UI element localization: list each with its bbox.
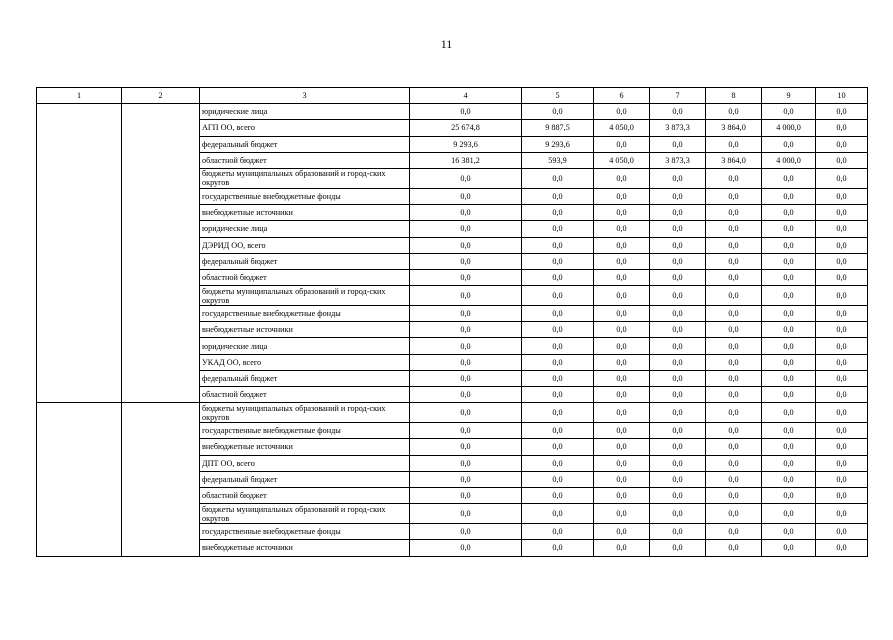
value-cell-col6: 0,0 (594, 504, 650, 524)
value-cell-col5: 0,0 (522, 370, 594, 386)
value-cell-col8: 0,0 (706, 322, 762, 338)
value-cell-col8: 0,0 (706, 136, 762, 152)
value-cell-col10: 0,0 (816, 455, 868, 471)
value-cell-col5: 0,0 (522, 455, 594, 471)
value-cell-col5: 593,9 (522, 152, 594, 168)
value-cell-col8: 0,0 (706, 338, 762, 354)
value-cell-col6: 0,0 (594, 354, 650, 370)
value-cell-col4: 0,0 (410, 168, 522, 188)
value-cell-col10: 0,0 (816, 370, 868, 386)
value-cell-col4: 0,0 (410, 370, 522, 386)
value-cell-col10: 0,0 (816, 338, 868, 354)
value-cell-col9: 0,0 (762, 221, 816, 237)
value-cell-col5: 0,0 (522, 354, 594, 370)
value-cell-col7: 0,0 (650, 306, 706, 322)
column-header-10: 10 (816, 88, 868, 104)
value-cell-col7: 0,0 (650, 338, 706, 354)
value-cell-col5: 0,0 (522, 286, 594, 306)
column-header-1: 1 (37, 88, 122, 104)
value-cell-col9: 0,0 (762, 439, 816, 455)
value-cell-col5: 0,0 (522, 524, 594, 540)
value-cell-col6: 0,0 (594, 370, 650, 386)
value-cell-col10: 0,0 (816, 205, 868, 221)
value-cell-col5: 0,0 (522, 471, 594, 487)
value-cell-col9: 0,0 (762, 387, 816, 403)
value-cell-col4: 0,0 (410, 253, 522, 269)
value-cell-col5: 0,0 (522, 188, 594, 204)
value-cell-col7: 3 873,3 (650, 120, 706, 136)
value-cell-col6: 0,0 (594, 104, 650, 120)
value-cell-col10: 0,0 (816, 540, 868, 556)
row-label: федеральный бюджет (200, 471, 410, 487)
column-header-6: 6 (594, 88, 650, 104)
value-cell-col7: 0,0 (650, 471, 706, 487)
value-cell-col7: 0,0 (650, 269, 706, 285)
value-cell-col10: 0,0 (816, 471, 868, 487)
value-cell-col9: 4 000,0 (762, 152, 816, 168)
value-cell-col5: 0,0 (522, 540, 594, 556)
row-label: юридические лица (200, 104, 410, 120)
value-cell-col9: 0,0 (762, 205, 816, 221)
value-cell-col5: 0,0 (522, 338, 594, 354)
value-cell-col6: 0,0 (594, 205, 650, 221)
value-cell-col6: 0,0 (594, 237, 650, 253)
value-cell-col9: 0,0 (762, 540, 816, 556)
column-number-header-row (37, 88, 868, 104)
value-cell-col4: 0,0 (410, 387, 522, 403)
value-cell-col4: 16 381,2 (410, 152, 522, 168)
value-cell-col5: 0,0 (522, 487, 594, 503)
value-cell-col9: 0,0 (762, 455, 816, 471)
row-label: внебюджетные источники (200, 205, 410, 221)
value-cell-col6: 0,0 (594, 540, 650, 556)
value-cell-col8: 0,0 (706, 439, 762, 455)
value-cell-col9: 0,0 (762, 253, 816, 269)
value-cell-col5: 0,0 (522, 104, 594, 120)
value-cell-col5: 0,0 (522, 237, 594, 253)
column-header-7: 7 (650, 88, 706, 104)
value-cell-col9: 0,0 (762, 237, 816, 253)
value-cell-col7: 0,0 (650, 504, 706, 524)
value-cell-col8: 0,0 (706, 487, 762, 503)
value-cell-col8: 0,0 (706, 168, 762, 188)
value-cell-col5: 0,0 (522, 221, 594, 237)
column-header-3: 3 (200, 88, 410, 104)
value-cell-col7: 0,0 (650, 423, 706, 439)
value-cell-col4: 0,0 (410, 205, 522, 221)
merged-cell-col1 (37, 104, 122, 403)
value-cell-col7: 0,0 (650, 439, 706, 455)
value-cell-col7: 0,0 (650, 221, 706, 237)
value-cell-col4: 0,0 (410, 403, 522, 423)
value-cell-col10: 0,0 (816, 120, 868, 136)
value-cell-col4: 0,0 (410, 322, 522, 338)
row-label: юридические лица (200, 338, 410, 354)
value-cell-col10: 0,0 (816, 423, 868, 439)
value-cell-col7: 0,0 (650, 205, 706, 221)
row-label: государственные внебюджетные фонды (200, 306, 410, 322)
row-label: государственные внебюджетные фонды (200, 423, 410, 439)
value-cell-col9: 0,0 (762, 168, 816, 188)
value-cell-col5: 0,0 (522, 322, 594, 338)
value-cell-col8: 0,0 (706, 504, 762, 524)
value-cell-col10: 0,0 (816, 403, 868, 423)
value-cell-col5: 0,0 (522, 168, 594, 188)
value-cell-col8: 0,0 (706, 403, 762, 423)
value-cell-col7: 0,0 (650, 322, 706, 338)
column-header-5: 5 (522, 88, 594, 104)
value-cell-col4: 0,0 (410, 487, 522, 503)
table-row (37, 104, 868, 120)
row-label: внебюджетные источники (200, 322, 410, 338)
value-cell-col7: 0,0 (650, 253, 706, 269)
value-cell-col6: 4 050,0 (594, 120, 650, 136)
value-cell-col6: 0,0 (594, 423, 650, 439)
value-cell-col7: 0,0 (650, 168, 706, 188)
value-cell-col9: 0,0 (762, 104, 816, 120)
value-cell-col10: 0,0 (816, 221, 868, 237)
value-cell-col9: 4 000,0 (762, 120, 816, 136)
value-cell-col7: 0,0 (650, 524, 706, 540)
value-cell-col10: 0,0 (816, 306, 868, 322)
value-cell-col10: 0,0 (816, 253, 868, 269)
row-label: областной бюджет (200, 269, 410, 285)
value-cell-col8: 0,0 (706, 237, 762, 253)
value-cell-col4: 0,0 (410, 471, 522, 487)
value-cell-col4: 0,0 (410, 354, 522, 370)
value-cell-col9: 0,0 (762, 354, 816, 370)
merged-cell-col2 (122, 104, 200, 403)
value-cell-col6: 0,0 (594, 286, 650, 306)
value-cell-col9: 0,0 (762, 524, 816, 540)
value-cell-col9: 0,0 (762, 338, 816, 354)
value-cell-col9: 0,0 (762, 471, 816, 487)
value-cell-col8: 0,0 (706, 306, 762, 322)
table-row (37, 403, 868, 423)
column-header-2: 2 (122, 88, 200, 104)
value-cell-col7: 0,0 (650, 136, 706, 152)
row-label: бюджеты муниципальных образований и город-ских округов (200, 168, 410, 188)
value-cell-col9: 0,0 (762, 370, 816, 386)
value-cell-col10: 0,0 (816, 104, 868, 120)
value-cell-col6: 0,0 (594, 387, 650, 403)
row-label: ДЭРИД ОО, всего (200, 237, 410, 253)
value-cell-col8: 0,0 (706, 221, 762, 237)
row-label: государственные внебюджетные фонды (200, 188, 410, 204)
value-cell-col5: 0,0 (522, 439, 594, 455)
value-cell-col5: 0,0 (522, 387, 594, 403)
value-cell-col4: 0,0 (410, 455, 522, 471)
row-label: областной бюджет (200, 487, 410, 503)
value-cell-col10: 0,0 (816, 504, 868, 524)
value-cell-col8: 0,0 (706, 370, 762, 386)
value-cell-col6: 0,0 (594, 403, 650, 423)
row-label: УКАД ОО, всего (200, 354, 410, 370)
row-label: бюджеты муниципальных образований и город-ских округов (200, 286, 410, 306)
value-cell-col10: 0,0 (816, 269, 868, 285)
value-cell-col7: 0,0 (650, 237, 706, 253)
value-cell-col9: 0,0 (762, 487, 816, 503)
value-cell-col8: 0,0 (706, 188, 762, 204)
column-header-8: 8 (706, 88, 762, 104)
value-cell-col4: 0,0 (410, 439, 522, 455)
value-cell-col4: 0,0 (410, 104, 522, 120)
value-cell-col5: 0,0 (522, 269, 594, 285)
value-cell-col8: 3 864,0 (706, 152, 762, 168)
value-cell-col5: 0,0 (522, 253, 594, 269)
column-header-9: 9 (762, 88, 816, 104)
value-cell-col10: 0,0 (816, 439, 868, 455)
value-cell-col7: 0,0 (650, 354, 706, 370)
value-cell-col8: 0,0 (706, 253, 762, 269)
value-cell-col4: 9 293,6 (410, 136, 522, 152)
value-cell-col6: 0,0 (594, 455, 650, 471)
value-cell-col6: 0,0 (594, 253, 650, 269)
value-cell-col4: 0,0 (410, 221, 522, 237)
value-cell-col4: 0,0 (410, 286, 522, 306)
value-cell-col4: 0,0 (410, 306, 522, 322)
value-cell-col4: 0,0 (410, 237, 522, 253)
value-cell-col9: 0,0 (762, 322, 816, 338)
value-cell-col5: 0,0 (522, 306, 594, 322)
value-cell-col4: 0,0 (410, 188, 522, 204)
value-cell-col4: 0,0 (410, 338, 522, 354)
row-label: внебюджетные источники (200, 439, 410, 455)
value-cell-col10: 0,0 (816, 387, 868, 403)
value-cell-col6: 0,0 (594, 524, 650, 540)
value-cell-col7: 0,0 (650, 370, 706, 386)
value-cell-col7: 0,0 (650, 487, 706, 503)
row-label: федеральный бюджет (200, 370, 410, 386)
row-label: внебюджетные источники (200, 540, 410, 556)
value-cell-col9: 0,0 (762, 403, 816, 423)
value-cell-col5: 0,0 (522, 205, 594, 221)
value-cell-col4: 0,0 (410, 504, 522, 524)
value-cell-col9: 0,0 (762, 423, 816, 439)
row-label: областной бюджет (200, 152, 410, 168)
value-cell-col7: 0,0 (650, 188, 706, 204)
row-label: федеральный бюджет (200, 136, 410, 152)
value-cell-col6: 0,0 (594, 221, 650, 237)
row-label: бюджеты муниципальных образований и город-ских округов (200, 504, 410, 524)
page-number: 11 (440, 37, 453, 51)
value-cell-col6: 0,0 (594, 439, 650, 455)
value-cell-col8: 0,0 (706, 471, 762, 487)
value-cell-col9: 0,0 (762, 504, 816, 524)
row-label: бюджеты муниципальных образований и город-ских округов (200, 403, 410, 423)
value-cell-col8: 0,0 (706, 540, 762, 556)
value-cell-col10: 0,0 (816, 354, 868, 370)
row-label: юридические лица (200, 221, 410, 237)
value-cell-col8: 0,0 (706, 387, 762, 403)
value-cell-col6: 0,0 (594, 487, 650, 503)
value-cell-col10: 0,0 (816, 322, 868, 338)
value-cell-col9: 0,0 (762, 286, 816, 306)
row-label: государственные внебюджетные фонды (200, 524, 410, 540)
value-cell-col6: 0,0 (594, 306, 650, 322)
value-cell-col7: 0,0 (650, 455, 706, 471)
value-cell-col6: 0,0 (594, 338, 650, 354)
value-cell-col6: 0,0 (594, 136, 650, 152)
value-cell-col10: 0,0 (816, 188, 868, 204)
value-cell-col10: 0,0 (816, 487, 868, 503)
value-cell-col8: 0,0 (706, 286, 762, 306)
value-cell-col4: 0,0 (410, 269, 522, 285)
value-cell-col5: 9 293,6 (522, 136, 594, 152)
row-label: АГП ОО, всего (200, 120, 410, 136)
value-cell-col10: 0,0 (816, 136, 868, 152)
value-cell-col6: 4 050,0 (594, 152, 650, 168)
value-cell-col9: 0,0 (762, 136, 816, 152)
value-cell-col6: 0,0 (594, 471, 650, 487)
merged-cell-col2 (122, 403, 200, 556)
value-cell-col8: 0,0 (706, 269, 762, 285)
value-cell-col4: 0,0 (410, 524, 522, 540)
value-cell-col5: 0,0 (522, 504, 594, 524)
value-cell-col6: 0,0 (594, 188, 650, 204)
row-label: ДПТ ОО, всего (200, 455, 410, 471)
value-cell-col8: 0,0 (706, 104, 762, 120)
value-cell-col10: 0,0 (816, 286, 868, 306)
value-cell-col5: 0,0 (522, 403, 594, 423)
value-cell-col7: 3 873,3 (650, 152, 706, 168)
value-cell-col4: 0,0 (410, 423, 522, 439)
column-header-4: 4 (410, 88, 522, 104)
value-cell-col5: 0,0 (522, 423, 594, 439)
value-cell-col10: 0,0 (816, 524, 868, 540)
value-cell-col7: 0,0 (650, 403, 706, 423)
value-cell-col10: 0,0 (816, 152, 868, 168)
table-body (37, 104, 868, 556)
value-cell-col4: 0,0 (410, 540, 522, 556)
value-cell-col9: 0,0 (762, 306, 816, 322)
value-cell-col5: 9 887,5 (522, 120, 594, 136)
value-cell-col9: 0,0 (762, 188, 816, 204)
value-cell-col9: 0,0 (762, 269, 816, 285)
value-cell-col6: 0,0 (594, 168, 650, 188)
value-cell-col8: 0,0 (706, 423, 762, 439)
row-label: областной бюджет (200, 387, 410, 403)
financing-table (36, 87, 868, 557)
value-cell-col8: 0,0 (706, 455, 762, 471)
value-cell-col7: 0,0 (650, 104, 706, 120)
value-cell-col7: 0,0 (650, 286, 706, 306)
value-cell-col8: 3 864,0 (706, 120, 762, 136)
value-cell-col10: 0,0 (816, 168, 868, 188)
value-cell-col8: 0,0 (706, 205, 762, 221)
value-cell-col8: 0,0 (706, 524, 762, 540)
merged-cell-col1 (37, 403, 122, 556)
value-cell-col8: 0,0 (706, 354, 762, 370)
value-cell-col6: 0,0 (594, 269, 650, 285)
value-cell-col7: 0,0 (650, 540, 706, 556)
value-cell-col6: 0,0 (594, 322, 650, 338)
row-label: федеральный бюджет (200, 253, 410, 269)
value-cell-col4: 25 674,8 (410, 120, 522, 136)
value-cell-col7: 0,0 (650, 387, 706, 403)
value-cell-col10: 0,0 (816, 237, 868, 253)
